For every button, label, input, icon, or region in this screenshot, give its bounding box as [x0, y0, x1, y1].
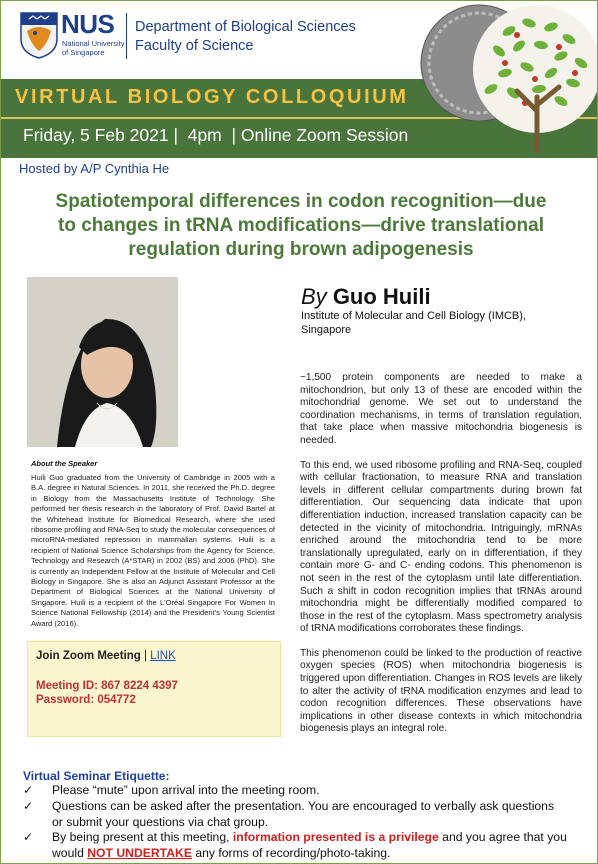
abstract-paragraph: ~1,500 protein components are needed to make a mitochondrion, but only 13 of these are encoded within the mitochondrial genome. We set out to understand the coordination mechanisms, in terms of translation regulation, that take place when massive mitochondria biogenesis is needed.	[300, 372, 582, 446]
zoom-join-line	[36, 650, 176, 662]
university-name: NUS	[61, 9, 115, 39]
university-subtitle	[62, 39, 125, 57]
zoom-join-label: Join Zoom Meeting	[36, 650, 141, 662]
zoom-meeting-id: Meeting ID: 867 8224 4397	[36, 680, 178, 692]
abstract-paragraph: This phenomenon could be linked to the production of reactive oxygen species (ROS) when mitochondria biogenesis is triggered upon differentiation. Changes in ROS levels are likely to alter the activity of tRNA modification enzymes and lead to codon recognition differences. These observations have implications in other disease contexts in which mitochondria biogenesis plays an integral role.	[300, 647, 582, 735]
checkmark-icon: ✓	[23, 783, 34, 797]
tree-illustration-icon	[409, 1, 598, 161]
etiquette-text	[52, 830, 592, 861]
zoom-info-box	[27, 641, 281, 737]
etiquette-text-part: and you agree that you	[438, 830, 567, 844]
speaker-name: Guo Huili	[332, 284, 431, 309]
faculty-name: Faculty of Science	[135, 38, 254, 54]
etiquette-heading: Virtual Seminar Etiquette:	[23, 769, 170, 783]
university-sub-line-1: National University	[62, 39, 125, 48]
etiquette-text-part: By being present at this meeting,	[52, 830, 233, 844]
zoom-link[interactable]: LINK	[150, 650, 176, 662]
talk-title-line-3: regulation during brown adipogenesis	[128, 239, 474, 260]
not-undertake-warning: NOT UNDERTAKE	[87, 845, 192, 860]
etiquette-text-line-2: or submit your questions via chat group.	[52, 814, 269, 829]
event-datetime: Friday, 5 Feb 2021 | 4pm | Online Zoom Session	[23, 125, 409, 145]
etiquette-text: Please “mute” upon arrival into the meeting room.	[52, 783, 320, 797]
hosted-by: Hosted by A/P Cynthia He	[19, 161, 170, 176]
etiquette-text-part: any forms of recording/photo-taking.	[191, 845, 391, 860]
etiquette-text-line-1: Questions can be asked after the presentation. You are encouraged to verbally ask questions	[52, 799, 555, 813]
etiquette-item-mute	[23, 783, 583, 799]
etiquette-text-part: would	[52, 845, 88, 860]
series-title: VIRTUAL BIOLOGY COLLOQUIUM	[15, 86, 409, 108]
speaker-affiliation: Institute of Molecular and Cell Biology (IMCB), Singapore	[301, 310, 526, 336]
department-name: Department of Biological Sciences	[135, 19, 356, 35]
talk-title-line-2: to changes in tRNA modifications—drive translational	[58, 215, 544, 236]
privilege-warning: information presented is a privilege	[232, 830, 439, 844]
talk-title	[15, 190, 587, 262]
checkmark-icon: ✓	[23, 799, 34, 813]
by-label: By	[301, 284, 327, 309]
talk-abstract	[300, 372, 582, 748]
zoom-password: Password: 054772	[36, 694, 136, 706]
abstract-paragraph: To this end, we used ribosome profiling and RNA-Seq, coupled with cellular fractionation, to measure RNA and translation levels in different cellular compartments during brown fat differentiation. Our sequencing data indicate that upon differentiation induction, increased translation capacity can be detected in the vicinity of mitochondria. Intriguingly, mRNAs enriched around the mitochondria tend to be more translationally upregulated, early on in differentiation, if they contain more G- and C- ending codons. This phenomenon is not seen in the rest of the cytoplasm until late differentiation. Such a shift in codon recognition implies that tRNAs around mitochondria might be differentially modified compared to those in the rest of the cytoplasm. Mass spectrometry analysis of tRNA modifications corroborates these findings.	[300, 459, 582, 635]
speaker-photo	[27, 277, 178, 447]
about-speaker-heading: About the Speaker	[31, 459, 98, 468]
checkmark-icon: ✓	[23, 830, 34, 844]
etiquette-text	[52, 799, 592, 830]
nus-crest-icon	[19, 11, 59, 59]
header-divider	[126, 13, 127, 59]
etiquette-item-questions	[23, 799, 583, 831]
speaker-line	[301, 284, 431, 310]
talk-title-line-1: Spatiotemporal differences in codon recognition—due	[55, 191, 547, 212]
department-block	[135, 18, 356, 56]
about-speaker-text: Huili Guo graduated from the University of Cambridge in 2005 with a B.A. degree in Natural Sciences. In 2011, she received the Ph.D. degree in Biology from the Massachusetts Institute of Technology. She performed her thesis research in the laboratory of Prof. David Bartel at the Whitehead Institute for Biomedical Research, where she used ribosome profiling and RNA-Seq to study the molecular consequences of microRNA-mediated repression in mammalian systems. Huili is a recipient of National Science Scholarships from the Agency for Science, Technology and Research (A*STAR) in 2002 (BS) and 2006 (PhD). She is currently an Independent Fellow at the Institute of Molecular and Cell Biology in Singapore. She is also an Adjunct Assistant Professor at the Department of Biological Sciences at the National University of Singapore. Huili is a recipient of the L'Oréal Singapore For Women In Science National Fellowship (2014) and the President's Young Scientist Award (2016).	[31, 473, 275, 628]
university-sub-line-2: of Singapore	[62, 48, 105, 57]
zoom-separator: |	[140, 650, 151, 662]
etiquette-item-recording	[23, 830, 583, 862]
